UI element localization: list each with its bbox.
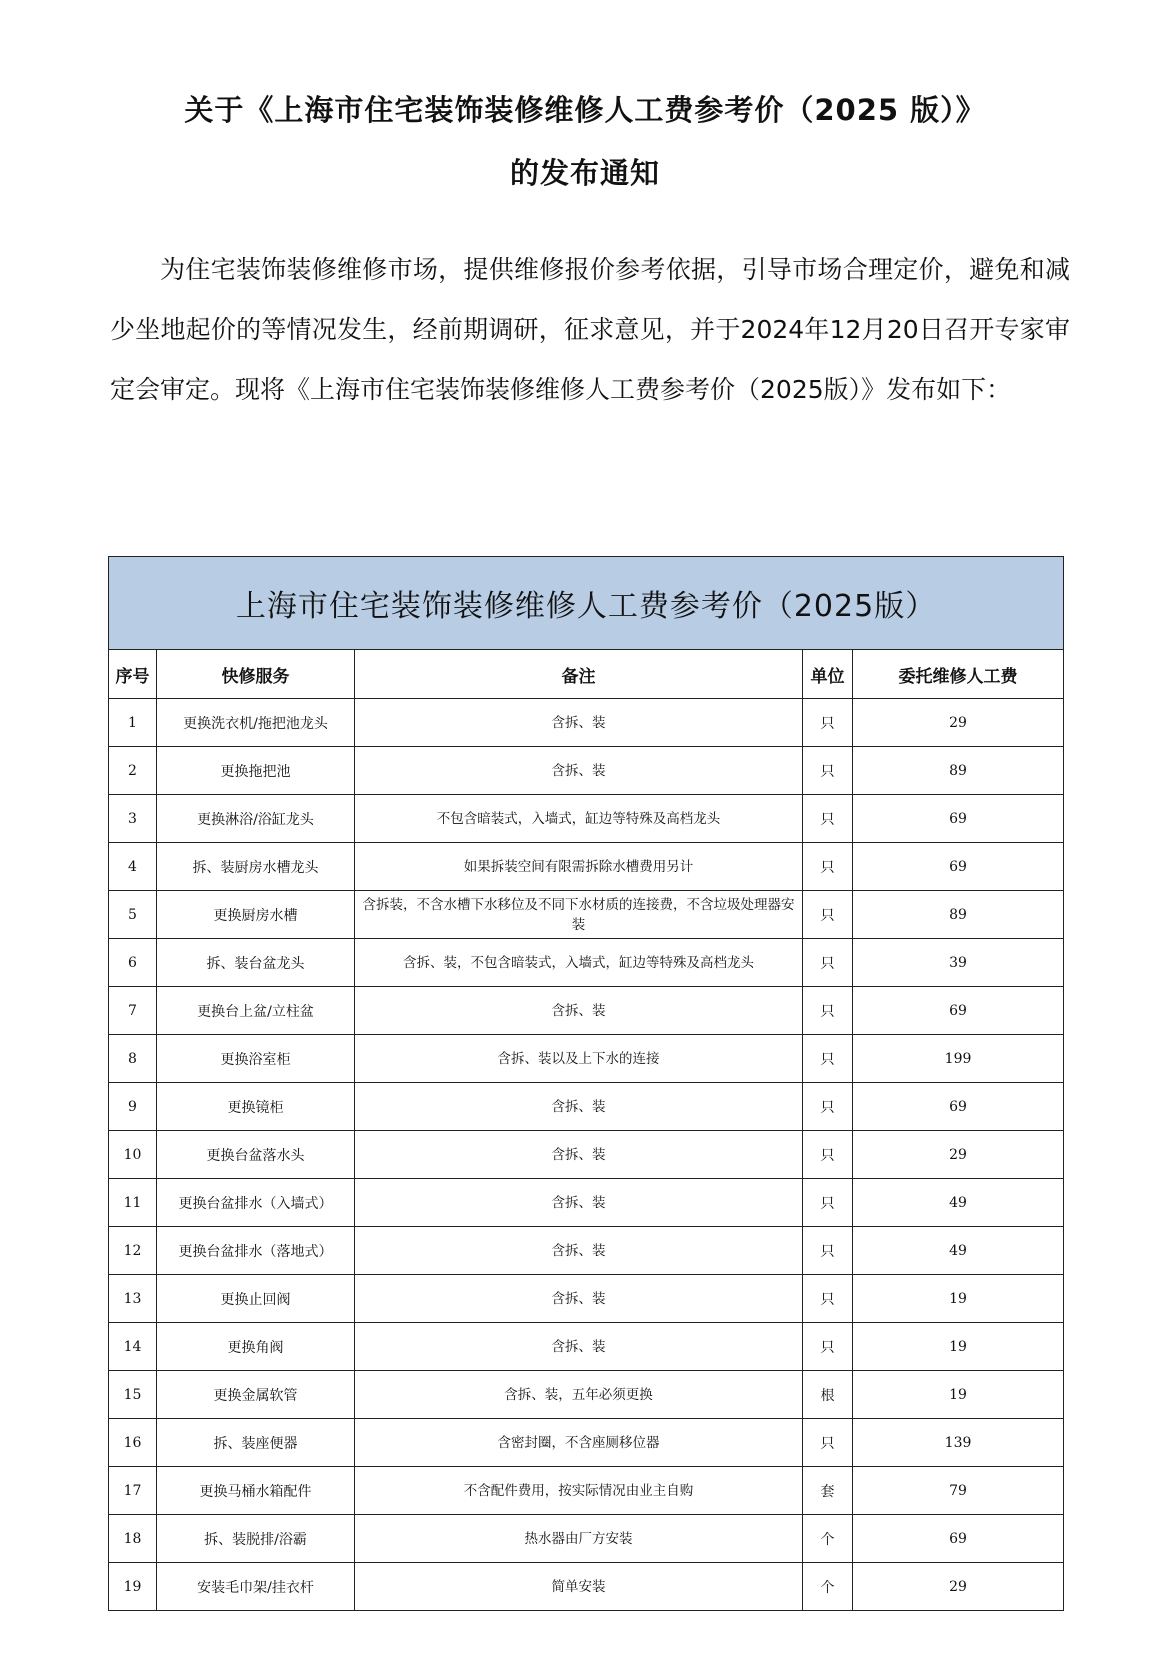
table-caption: 上海市住宅装饰装修维修人工费参考价（2025版） [109, 557, 1064, 650]
cell-unit: 只 [803, 1275, 853, 1323]
cell-note: 含拆、装 [355, 987, 803, 1035]
cell-unit: 只 [803, 987, 853, 1035]
table-row [109, 1275, 1064, 1323]
cell-note: 含拆、装 [355, 1179, 803, 1227]
cell-service: 更换马桶水箱配件 [157, 1467, 355, 1515]
table-row [109, 1371, 1064, 1419]
cell-service: 更换台盆排水（落地式） [157, 1227, 355, 1275]
cell-unit: 只 [803, 699, 853, 747]
table-row [109, 1467, 1064, 1515]
cell-seq: 10 [109, 1131, 157, 1179]
cell-unit: 套 [803, 1467, 853, 1515]
cell-service: 更换浴室柜 [157, 1035, 355, 1083]
cell-note: 含拆、装 [355, 1227, 803, 1275]
cell-fee: 49 [853, 1179, 1064, 1227]
cell-unit: 只 [803, 795, 853, 843]
cell-fee: 19 [853, 1275, 1064, 1323]
cell-seq: 13 [109, 1275, 157, 1323]
cell-unit: 个 [803, 1563, 853, 1611]
cell-fee: 69 [853, 843, 1064, 891]
cell-fee: 29 [853, 1563, 1064, 1611]
cell-unit: 根 [803, 1371, 853, 1419]
cell-fee: 69 [853, 1083, 1064, 1131]
cell-note: 含拆、装 [355, 1323, 803, 1371]
cell-seq: 6 [109, 939, 157, 987]
cell-note: 含拆装，不含水槽下水移位及不同下水材质的连接费，不含垃圾处理器安装 [355, 891, 803, 939]
header-seq: 序号 [109, 650, 157, 699]
cell-service: 更换淋浴/浴缸龙头 [157, 795, 355, 843]
table-header-row [109, 650, 1064, 699]
cell-service: 拆、装台盆龙头 [157, 939, 355, 987]
cell-service: 更换洗衣机/拖把池龙头 [157, 699, 355, 747]
notice-title-line1: 关于《上海市住宅装饰装修维修人工费参考价（2025 版）》 [184, 93, 986, 127]
table-row [109, 1131, 1064, 1179]
cell-unit: 只 [803, 747, 853, 795]
cell-fee: 139 [853, 1419, 1064, 1467]
cell-unit: 只 [803, 843, 853, 891]
table-row [109, 699, 1064, 747]
cell-unit: 只 [803, 1227, 853, 1275]
cell-seq: 11 [109, 1179, 157, 1227]
table-row [109, 1419, 1064, 1467]
cell-unit: 只 [803, 1419, 853, 1467]
cell-fee: 199 [853, 1035, 1064, 1083]
cell-fee: 79 [853, 1467, 1064, 1515]
cell-seq: 9 [109, 1083, 157, 1131]
cell-service: 更换厨房水槽 [157, 891, 355, 939]
cell-seq: 16 [109, 1419, 157, 1467]
cell-service: 更换台上盆/立柱盆 [157, 987, 355, 1035]
table-row [109, 987, 1064, 1035]
cell-service: 拆、装厨房水槽龙头 [157, 843, 355, 891]
cell-service: 更换镜柜 [157, 1083, 355, 1131]
cell-seq: 5 [109, 891, 157, 939]
cell-seq: 1 [109, 699, 157, 747]
cell-fee: 29 [853, 699, 1064, 747]
cell-service: 更换拖把池 [157, 747, 355, 795]
cell-unit: 只 [803, 1179, 853, 1227]
cell-note: 含拆、装，五年必须更换 [355, 1371, 803, 1419]
cell-service: 更换台盆落水头 [157, 1131, 355, 1179]
cell-unit: 只 [803, 1035, 853, 1083]
cell-service: 更换止回阀 [157, 1275, 355, 1323]
cell-fee: 19 [853, 1323, 1064, 1371]
cell-seq: 7 [109, 987, 157, 1035]
table-row [109, 1323, 1064, 1371]
cell-unit: 只 [803, 891, 853, 939]
table-row [109, 1563, 1064, 1611]
cell-seq: 4 [109, 843, 157, 891]
cell-seq: 15 [109, 1371, 157, 1419]
cell-seq: 8 [109, 1035, 157, 1083]
cell-note: 含拆、装 [355, 1131, 803, 1179]
cell-note: 含拆、装 [355, 747, 803, 795]
cell-fee: 49 [853, 1227, 1064, 1275]
cell-note: 含密封圈，不含座厕移位器 [355, 1419, 803, 1467]
cell-seq: 19 [109, 1563, 157, 1611]
cell-seq: 17 [109, 1467, 157, 1515]
table-row [109, 843, 1064, 891]
cell-unit: 只 [803, 1083, 853, 1131]
cell-note: 不含配件费用，按实际情况由业主自购 [355, 1467, 803, 1515]
cell-fee: 19 [853, 1371, 1064, 1419]
cell-unit: 只 [803, 1323, 853, 1371]
table-row [109, 1227, 1064, 1275]
cell-service: 拆、装座便器 [157, 1419, 355, 1467]
cell-seq: 2 [109, 747, 157, 795]
cell-seq: 18 [109, 1515, 157, 1563]
cell-unit: 只 [803, 939, 853, 987]
table-row [109, 891, 1064, 939]
header-unit: 单位 [803, 650, 853, 699]
cell-note: 含拆、装 [355, 1275, 803, 1323]
cell-fee: 69 [853, 1515, 1064, 1563]
header-fee: 委托维修人工费 [853, 650, 1064, 699]
cell-note: 含拆、装以及上下水的连接 [355, 1035, 803, 1083]
table-row [109, 939, 1064, 987]
cell-note: 简单安装 [355, 1563, 803, 1611]
cell-seq: 3 [109, 795, 157, 843]
cell-note: 含拆、装，不包含暗装式，入墙式，缸边等特殊及高档龙头 [355, 939, 803, 987]
table-body [109, 699, 1064, 1611]
table-row [109, 795, 1064, 843]
table-row [109, 747, 1064, 795]
cell-service: 拆、装脱排/浴霸 [157, 1515, 355, 1563]
header-service: 快修服务 [157, 650, 355, 699]
cell-seq: 14 [109, 1323, 157, 1371]
cell-fee: 29 [853, 1131, 1064, 1179]
cell-service: 安装毛巾架/挂衣杆 [157, 1563, 355, 1611]
table-row [109, 1179, 1064, 1227]
cell-note: 如果拆装空间有限需拆除水槽费用另计 [355, 843, 803, 891]
cell-fee: 69 [853, 987, 1064, 1035]
cell-fee: 69 [853, 795, 1064, 843]
table-row [109, 1083, 1064, 1131]
cell-seq: 12 [109, 1227, 157, 1275]
cell-unit: 只 [803, 1131, 853, 1179]
cell-service: 更换台盆排水（入墙式） [157, 1179, 355, 1227]
intro-paragraph: 为住宅装饰装修维修市场，提供维修报价参考依据，引导市场合理定价，避免和减少坐地起价的等情况发生，经前期调研，征求意见，并于2024年12月20日召开专家审定会审定。现将《上海市住宅装饰装修维修人工费参考价（2025版）》发布如下： [110, 255, 1070, 404]
cell-note: 含拆、装 [355, 699, 803, 747]
cell-fee: 39 [853, 939, 1064, 987]
table-row [109, 1515, 1064, 1563]
cell-service: 更换金属软管 [157, 1371, 355, 1419]
price-table [108, 556, 1064, 1611]
cell-service: 更换角阀 [157, 1323, 355, 1371]
cell-note: 不包含暗装式，入墙式，缸边等特殊及高档龙头 [355, 795, 803, 843]
cell-note: 含拆、装 [355, 1083, 803, 1131]
notice-title-line2: 的发布通知 [509, 156, 660, 190]
cell-unit: 个 [803, 1515, 853, 1563]
header-note: 备注 [355, 650, 803, 699]
table-row [109, 1035, 1064, 1083]
cell-note: 热水器由厂方安装 [355, 1515, 803, 1563]
cell-fee: 89 [853, 891, 1064, 939]
cell-fee: 89 [853, 747, 1064, 795]
